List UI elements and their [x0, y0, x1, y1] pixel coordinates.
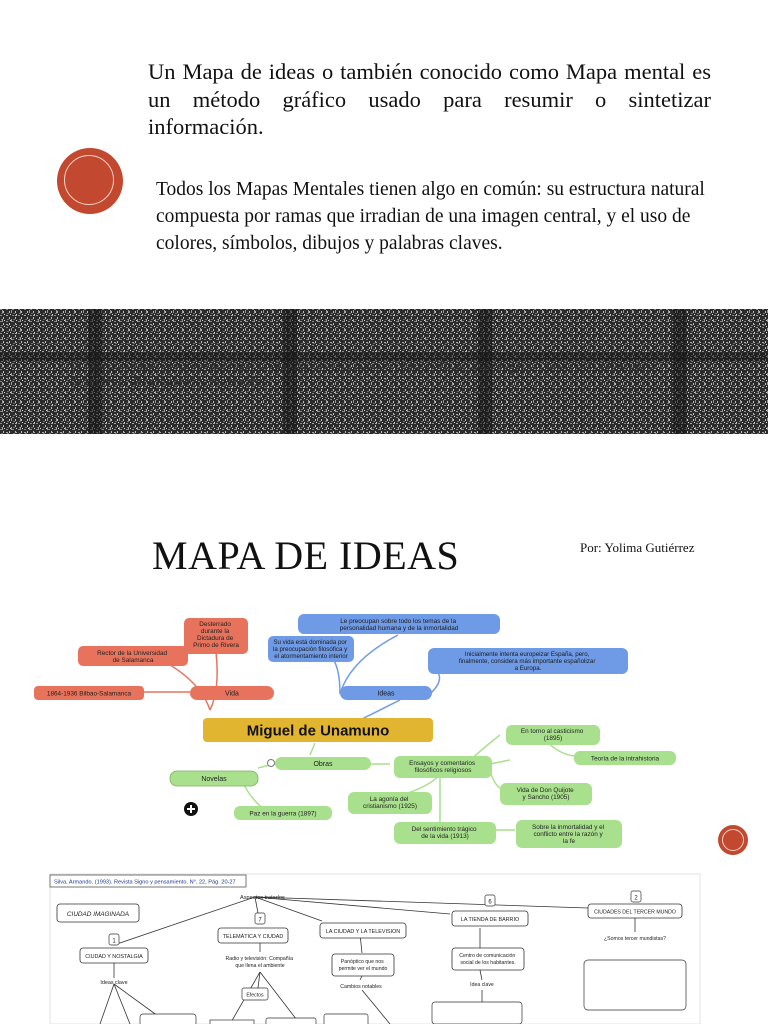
tienda-barrio-label: LA TIENDA DE BARRIO [460, 917, 520, 923]
aspectos-tratados-label: Aspectos tratados [240, 895, 285, 901]
telematica-child-box-1 [210, 1020, 254, 1024]
tercer-mundo-label: CIUDADES DEL TERCER MUNDO [594, 909, 676, 916]
node-preocupan-line-1: Le preocupan sobre todo los temas de la [340, 618, 457, 625]
ciudad-television-label: LA CIUDAD Y LA TELEVISION [325, 929, 401, 935]
node-sentimiento-line-1: Del sentimiento trágico [411, 826, 477, 833]
ciudad-imaginada-box [57, 904, 139, 922]
node-ensayos-line-1: Ensayos y comentarios [409, 760, 476, 767]
svg-text:Ensayos y comentarios fi [409, 760, 477, 774]
node-ensayos-line-2: filosóficos religiosos [414, 767, 472, 774]
node-rector-line-2: de Salamanca [112, 657, 154, 664]
telematica-child-box-2 [266, 1018, 316, 1024]
node-intrahistoria [574, 751, 676, 765]
svg-text:Su vida está dominada por [273, 639, 349, 660]
svg-text:Del sentimiento trágico [412, 826, 479, 840]
node-inmortalidad-line-3: la fe [562, 838, 576, 845]
badge-1 [109, 934, 119, 945]
node-europeizar-line-2: finalmente, considera más importante españolizar [458, 658, 596, 665]
badge-2-label: 2 [634, 895, 638, 902]
badge-7-label: 7 [258, 917, 262, 924]
centro-comunicacion-box [452, 948, 524, 970]
node-vida-dominada-line-1: Su vida está dominada por [273, 639, 347, 646]
node-obras [275, 757, 371, 770]
node-intrahistoria-label: Teoría de la intrahistoria [590, 755, 660, 763]
node-quijote-line-2: y Sancho (1905) [522, 794, 570, 801]
reference-box [50, 875, 246, 887]
somos-label: ¿Somos tercer mundistas? [604, 936, 666, 942]
expand-plus-icon [184, 802, 198, 816]
node-agonia [348, 792, 432, 814]
node-ideas-label: Ideas [377, 690, 395, 698]
svg-text:La agonía del cristianis [363, 796, 417, 810]
panoptico-box [332, 954, 394, 976]
node-rector [78, 646, 188, 666]
reference-text: Silva, Armando. (1993). Revista Signo y pensamiento. N°. 22, Pág. 20-27 [54, 879, 236, 886]
node-vida-label: Vida [225, 690, 239, 698]
badge-6-label: 6 [488, 899, 492, 906]
band-caption [70, 360, 760, 388]
node-desterrado [184, 618, 248, 654]
node-agonia-line-2: cristianismo (1925) [363, 803, 417, 810]
radio-line-1: Radio y televisión: Compañía [225, 956, 294, 962]
node-desterrado-line-4: Primo de Rivera [193, 642, 239, 649]
badge-1-label: 1 [112, 938, 116, 945]
centro-line-2: social de los habitantes. [460, 960, 516, 966]
ideas-clave-label: Ideas clave [100, 980, 128, 986]
concept-map-fragment [30, 868, 710, 1024]
panoptico-line-2: permite ver el mundo [338, 966, 388, 972]
svg-text:Radio y televisión: Compañía [226, 956, 295, 969]
intro-paragraph: Un Mapa de ideas o también conocido como Mapa mental es un método gráfico usado para resumir o sintetizar información. [148, 59, 711, 139]
node-preocupan-line-2: personalidad humana y de la inmortalidad [339, 625, 459, 632]
band-caption-line-1: El Mapa de ideas permite organizar la realidad de una manera clara y eficaz, al manejar las ideas más relevantes [70, 359, 654, 374]
svg-text:Panóptico que nos permit [339, 959, 388, 972]
decorative-circle-icon [57, 148, 123, 214]
node-vida-dominada-line-3: el atormentamiento interior [274, 653, 348, 660]
node-ideas [340, 686, 432, 700]
node-sentimiento [394, 822, 496, 844]
ciudad-imaginada-label: CIUDAD IMAGINADA [66, 911, 130, 918]
node-novelas-label: Novelas [201, 776, 227, 783]
television-child-box [324, 1014, 368, 1024]
node-fechas-label: 1864-1936 Bilbao-Salamanca [46, 690, 132, 698]
tercer-mundo-box [588, 904, 682, 918]
node-paz-guerra [234, 806, 332, 820]
telematica-label: TELEMÁTICA Y CIUDAD [222, 934, 284, 940]
central-node [203, 718, 433, 742]
slide-title: MAPA DE IDEAS [152, 533, 460, 578]
ciudad-nostalgia-box [80, 948, 148, 963]
efectos-box [242, 988, 268, 1000]
badge-7 [255, 913, 265, 924]
node-europeizar-line-1: Inicialmente intenta europeizar España, pero, [464, 651, 590, 658]
unamuno-mind-map [30, 600, 690, 860]
ciudad-television-box [320, 923, 406, 938]
node-desterrado-line-1: Desterrado [199, 621, 231, 628]
node-inmortalidad-line-1: Sobre la inmortalidad y el [532, 824, 605, 831]
node-casticismo [506, 725, 600, 745]
svg-text:Desterrado durante la [193, 621, 239, 649]
tienda-child-box [432, 1002, 522, 1024]
node-vida-dominada [268, 636, 354, 662]
panoptico-line-1: Panóptico que nos [340, 959, 384, 965]
node-rector-line-1: Rector de la Universidad [97, 650, 168, 657]
band-caption-line-2: de un tema determinado y su relación. [70, 373, 269, 388]
tienda-barrio-box [452, 911, 528, 926]
node-fechas [34, 686, 144, 700]
centro-line-1: Centro de comunicación [459, 953, 516, 959]
node-desterrado-line-2: durante la [200, 628, 230, 635]
central-node-label: Miguel de Unamuno [246, 722, 390, 740]
node-sentimiento-line-2: de la vida (1913) [421, 833, 469, 840]
node-novelas [170, 771, 258, 786]
common-structure-paragraph: Todos los Mapas Mentales tienen algo en común: su estructura natural compuesta por ramas que irradian de una imagen central, y el uso de colores, símbolos, dibujos y palabras claves. [156, 179, 705, 254]
node-paz-guerra-label: Paz en la guerra (1897) [249, 810, 317, 818]
ciudad-nostalgia-label: CIUDAD Y NOSTALGIA [85, 954, 143, 960]
node-casticismo-line-1: En torno al casticismo [520, 728, 584, 735]
efectos-label: Efectos [246, 992, 264, 999]
svg-text:Le preocupan sobre todo los te [340, 618, 459, 632]
node-preocupan [298, 614, 500, 634]
telematica-box [218, 928, 288, 943]
svg-text:Vida de Don Quijote y Sa [517, 787, 576, 801]
collapse-handle-icon [268, 760, 275, 767]
node-desterrado-line-3: Dictadura de [196, 635, 234, 642]
node-europeizar [428, 648, 628, 674]
nostalgia-child-box [140, 1014, 196, 1024]
idea-clave-label: Idea clave [470, 982, 494, 988]
node-casticismo-line-2: (1895) [543, 735, 563, 742]
node-quijote-line-1: Vida de Don Quijote [516, 787, 574, 794]
radio-line-2: que llena el ambiente [235, 963, 285, 969]
tercer-mundo-child-box [584, 960, 686, 1010]
node-inmortalidad-line-2: conflicto entre la razón y [533, 831, 603, 838]
badge-2 [631, 891, 641, 902]
badge-6 [485, 895, 495, 906]
node-ensayos [394, 756, 492, 778]
svg-text:Centro de comunicación s [459, 953, 516, 966]
cambios-label: Cambios notables [340, 984, 382, 990]
node-inmortalidad [516, 820, 622, 848]
node-vida [190, 686, 274, 700]
node-agonia-line-1: La agonía del [369, 796, 409, 803]
node-europeizar-line-3: a Europa. [514, 665, 542, 672]
node-obras-label: Obras [313, 761, 333, 768]
node-vida-dominada-line-2: la preocupación filosófica y [272, 646, 348, 653]
decorative-circle-small-icon [718, 825, 748, 855]
node-quijote [500, 783, 592, 805]
author-credit: Por: Yolima Gutiérrez [580, 540, 695, 555]
